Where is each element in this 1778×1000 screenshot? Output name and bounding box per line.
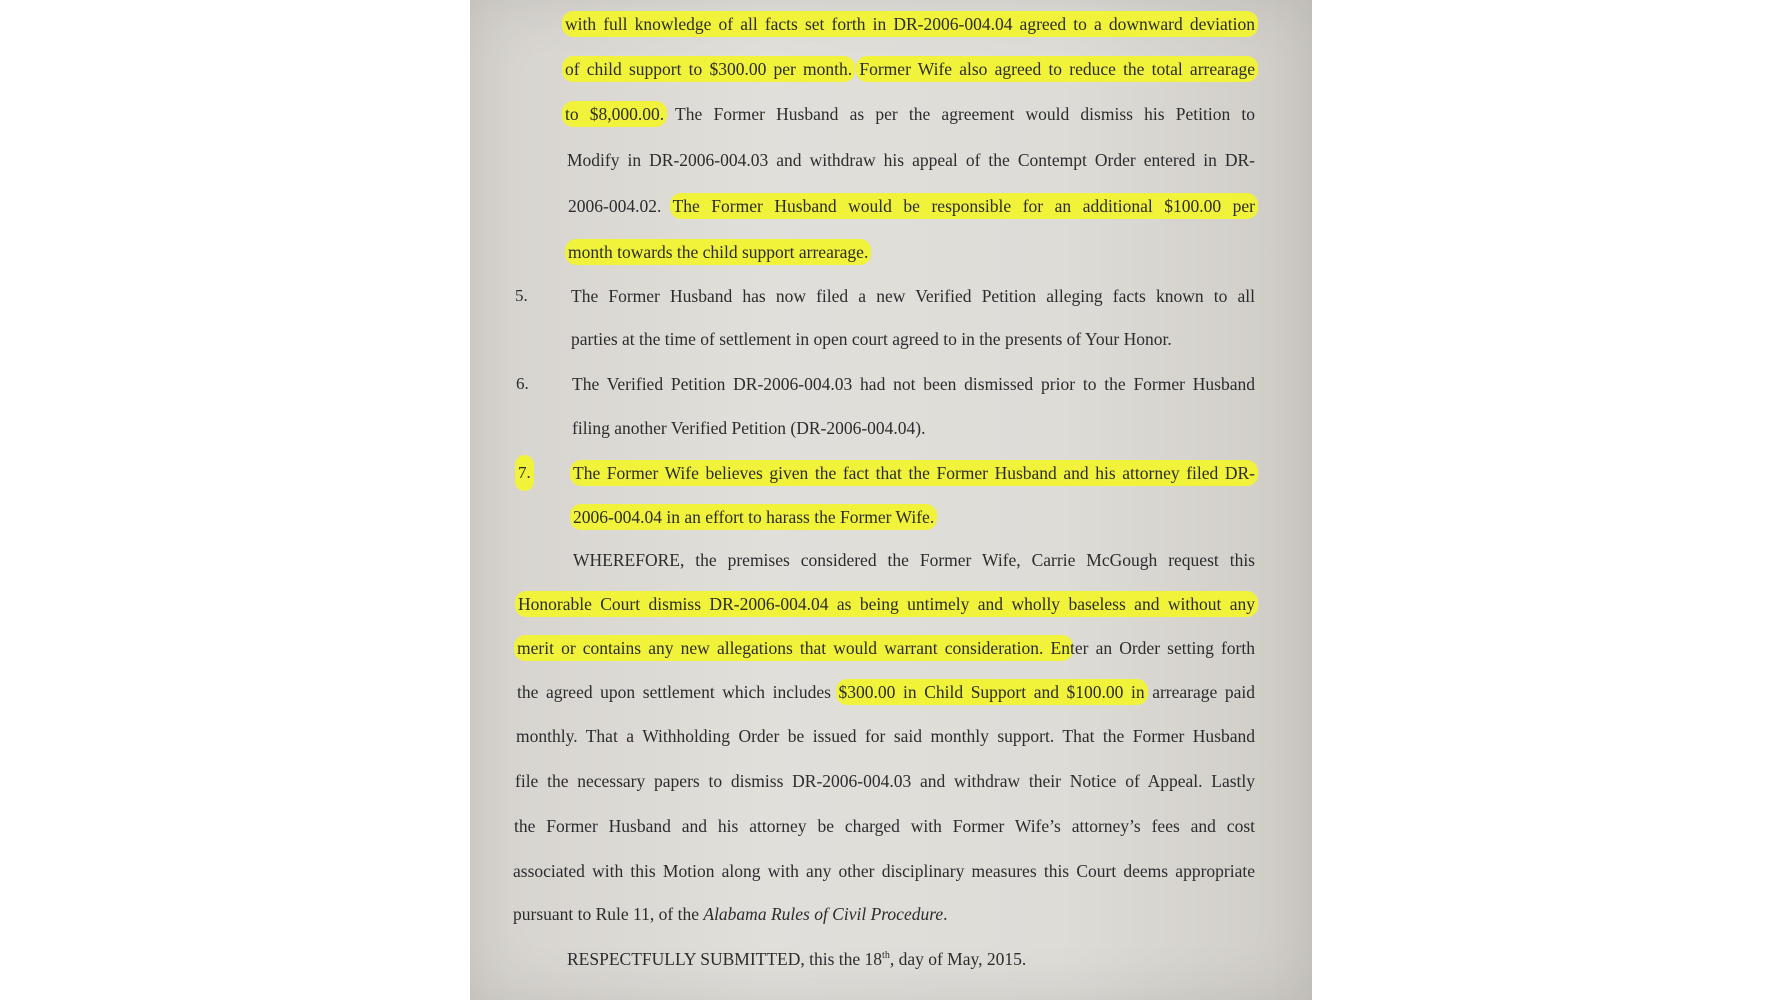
text-segment: The Former Husband has now filed a new Verified Petition alleging facts known to all (571, 286, 1255, 306)
text-segment: 2006-004.02. (568, 196, 673, 216)
paragraph-number: 7. (518, 458, 531, 488)
highlighted-text: $300.00 in Child Support and $100.00 in (838, 682, 1145, 702)
text-line (565, 9, 1255, 39)
text-line (515, 766, 1255, 796)
text-line (513, 856, 1255, 886)
text-line (568, 191, 1255, 221)
text-segment: The Former Husband as per the agreement would dismiss his Petition to (664, 104, 1255, 124)
highlighted-text: Honorable Court dismiss DR-2006-004.04 as being untimely and wholly baseless and without any (518, 594, 1255, 614)
text-line (568, 237, 868, 267)
text-line (517, 633, 1255, 663)
text-line (513, 899, 948, 929)
text-segment: Modify in DR-2006-004.03 and withdraw his appeal of the Contempt Order entered in DR- (567, 150, 1255, 170)
highlighted-text: merit or contains any new allegations that would warrant consideration. En (517, 638, 1070, 658)
text-segment: WHEREFORE, the premises considered the Former Wife, Carrie McGough request this (573, 550, 1255, 570)
highlighted-text: month towards the child support arrearage. (568, 242, 869, 262)
paragraph-number: 5. (515, 286, 528, 305)
text-segment: the Former Husband and his attorney be charged with Former Wife’s attorney’s fees and cost (514, 816, 1255, 836)
highlighted-text: Former Wife also agreed to reduce the total arrearage (859, 59, 1256, 79)
text-segment: filing another Verified Petition (DR-2006-004.04). (572, 418, 926, 438)
closing-line: RESPECTFULLY SUBMITTED, this the 18th, day of May, 2015. (567, 949, 1027, 969)
text-segment: The Verified Petition DR-2006-004.03 had not been dismissed prior to the Former Husband (572, 374, 1255, 394)
text-line (567, 145, 1255, 175)
highlighted-text: The Former Husband would be responsible for an additional $100.00 per (672, 196, 1255, 216)
text-segment: file the necessary papers to dismiss DR-2006-004.03 and withdraw their Notice of Appeal. Lastly (515, 771, 1255, 791)
highlighted-text: to $8,000.00. (565, 104, 665, 124)
highlighted-text: with full knowledge of all facts set forth in DR-2006-004.04 agreed to a downward deviation (565, 14, 1255, 34)
text-line (514, 811, 1255, 841)
text-line (565, 99, 1255, 129)
text-segment: arrearage paid (1144, 682, 1255, 702)
text-line (573, 545, 1255, 575)
text-line (517, 677, 1255, 707)
text-line (571, 281, 1255, 311)
paragraph-number: 6. (516, 374, 529, 393)
text-segment: Alabama Rules of Civil Procedure (703, 904, 944, 924)
text-segment: the agreed upon settlement which includes (517, 682, 839, 702)
text-line (565, 54, 1255, 84)
text-line (518, 589, 1255, 619)
document-page (470, 0, 1312, 1000)
text-line (573, 458, 1255, 488)
text-segment: parties at the time of settlement in open court agreed to in the presents of Your Honor. (571, 329, 1172, 349)
text-line (573, 502, 934, 532)
text-segment: . (943, 904, 948, 924)
text-segment: ter an Order setting forth (1069, 638, 1255, 658)
text-segment: associated with this Motion along with any other disciplinary measures this Court deems appropriate (513, 861, 1255, 881)
text-segment: pursuant to Rule 11, of the (513, 904, 704, 924)
text-segment: monthly. That a Withholding Order be issued for said monthly support. That the Former Husband (516, 726, 1255, 746)
text-line (571, 324, 1172, 354)
text-line (516, 721, 1255, 751)
highlighted-text: 2006-004.04 in an effort to harass the Former Wife. (573, 507, 935, 527)
highlighted-text: The Former Wife believes given the fact that the Former Husband and his attorney filed DR- (573, 463, 1255, 483)
text-line (572, 413, 926, 443)
highlighted-text: of child support to $300.00 per month. (565, 59, 853, 79)
text-line (572, 369, 1255, 399)
